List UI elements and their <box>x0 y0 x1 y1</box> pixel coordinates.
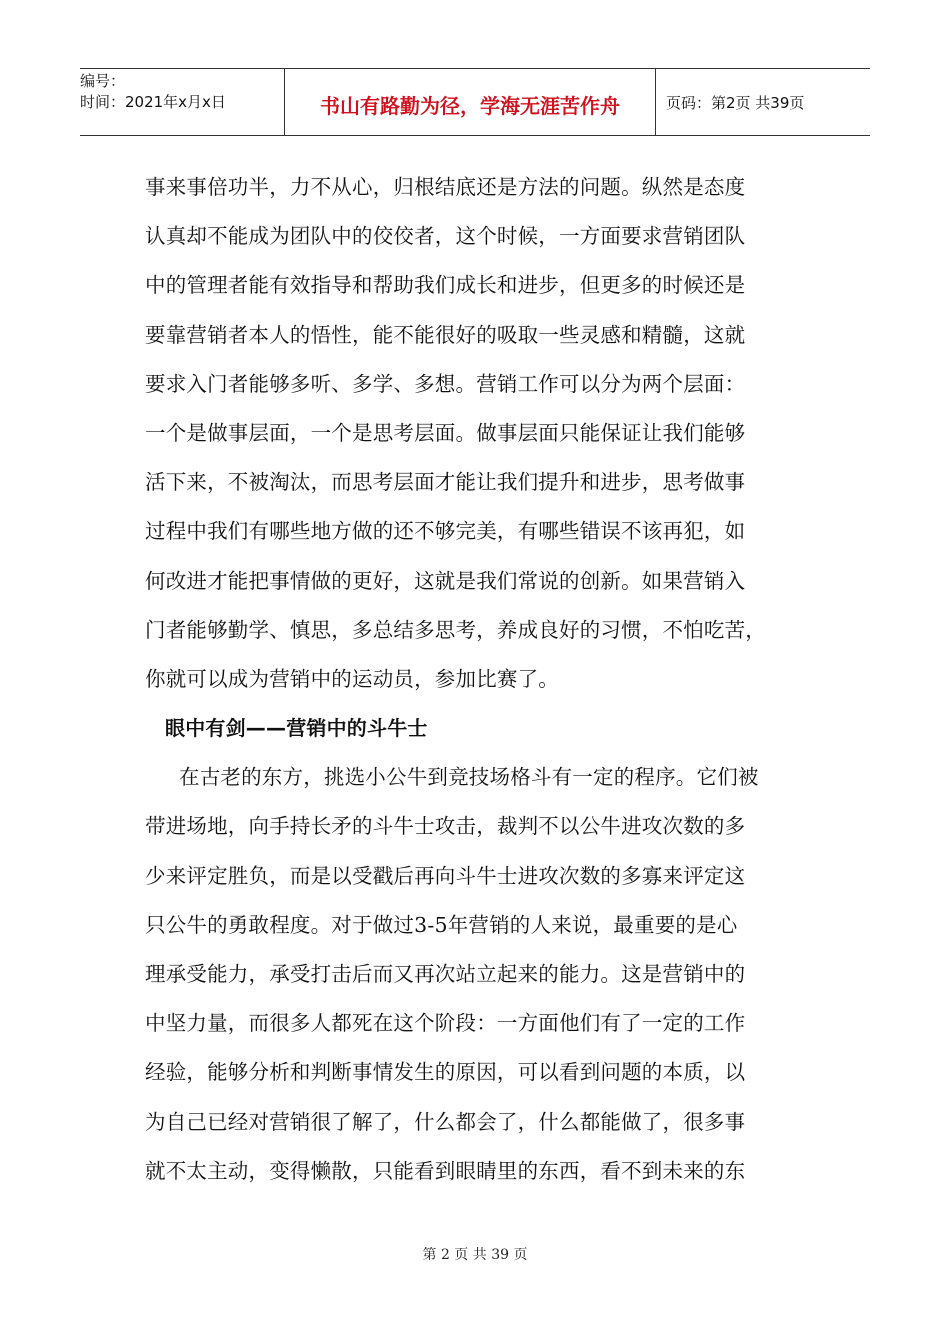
section-heading: 眼中有剑——营销中的斗牛士 <box>165 716 428 741</box>
body-line: 何改进才能把事情做的更好，这就是我们常说的创新。如果营销入 <box>145 568 746 593</box>
body-line: 为自己已经对营销很了解了，什么都会了，什么都能做了，很多事 <box>145 1109 746 1134</box>
body-line: 要靠营销者本人的悟性，能不能很好的吸取一些灵感和精髓，这就 <box>145 322 746 347</box>
body-line: 中的管理者能有效指导和帮助我们成长和进步，但更多的时候还是 <box>145 273 746 298</box>
body-line: 理承受能力，承受打击后而又再次站立起来的能力。这是营销中的 <box>145 962 746 986</box>
body-line: 只公牛的勇敢程度。对于做过3-5年营销的人来说，最重要的是心 <box>145 912 738 937</box>
page-footer: 第 2 页 共 39 页 <box>422 1247 528 1263</box>
header-meta <box>80 69 284 135</box>
header-page-info: 页码：第2页 共39页 <box>666 93 805 112</box>
document-number-label: 编号： <box>80 72 126 90</box>
body-line: 就不太主动，变得懒散，只能看到眼睛里的东西，看不到未来的东 <box>145 1158 746 1183</box>
document-date: 时间：2021年x月x日 <box>80 93 226 111</box>
body-line: 在古老的东方，挑选小公牛到竞技场格斗有一定的程序。它们被 <box>179 765 759 790</box>
body-line: 经验，能够分析和判断事情发生的原因，可以看到问题的本质，以 <box>145 1060 746 1085</box>
body-line: 要求入门者能够多听、多学、多想。营销工作可以分为两个层面： <box>145 371 746 396</box>
body-line: 你就可以成为营销中的运动员，参加比赛了。 <box>145 666 559 691</box>
page-header <box>80 68 870 136</box>
body-line: 少来评定胜负，而是以受戳后再向斗牛士进攻次数的多寡来评定这 <box>145 863 746 888</box>
body-line: 门者能够勤学、慎思，多总结多思考，养成良好的习惯，不怕吃苦， <box>145 617 766 642</box>
document-body <box>145 163 811 1196</box>
body-line: 认真却不能成为团队中的佼佼者，这个时候，一方面要求营销团队 <box>145 224 746 249</box>
body-line: 带进场地，向手持长矛的斗牛士攻击，裁判不以公牛进攻次数的多 <box>145 814 746 839</box>
body-line: 过程中我们有哪些地方做的还不够完美，有哪些错误不该再犯，如 <box>145 519 746 544</box>
body-line: 中坚力量，而很多人都死在这个阶段：一方面他们有了一定的工作 <box>145 1011 746 1036</box>
body-line: 一个是做事层面，一个是思考层面。做事层面只能保证让我们能够 <box>145 420 746 445</box>
body-line: 活下来，不被淘汰，而思考层面才能让我们提升和进步，思考做事 <box>145 470 746 495</box>
body-line: 事来事倍功半，力不从心，归根结底还是方法的问题。纵然是态度 <box>145 175 746 199</box>
header-motto: 书山有路勤为径，学海无涯苦作舟 <box>284 69 656 135</box>
